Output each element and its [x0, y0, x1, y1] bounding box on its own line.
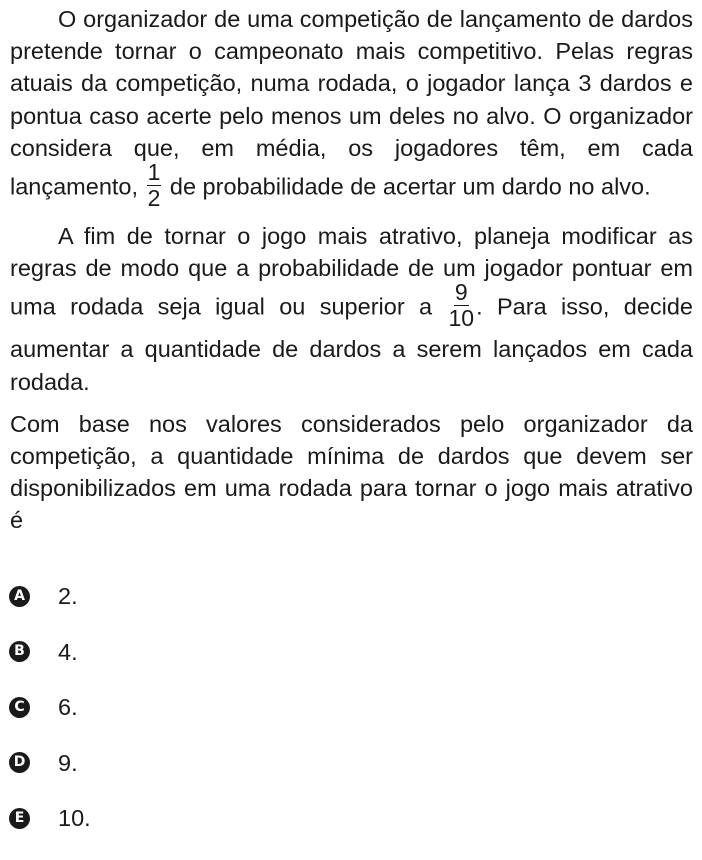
option-text: 9.	[58, 749, 78, 776]
fraction-denominator: 2	[147, 185, 161, 212]
option-a[interactable]	[9, 582, 309, 610]
fraction-denominator: 10	[448, 305, 475, 332]
paragraph-goal	[10, 220, 693, 398]
paragraph-context-text: O organizador de uma competição de lançamento de dardos pretende tornar o campeonato mais competitivo. Pelas regras atuais da competição, numa rodada, o jogador lança 3 dardos e pontua caso acerte pelo menos um deles no alvo. O organizador considera que, em média, os jogadores têm, em cada lançamento,	[10, 6, 693, 200]
option-letter-icon: C	[9, 697, 30, 718]
option-b[interactable]	[9, 638, 309, 666]
paragraph-context	[10, 3, 693, 213]
paragraph-goal-text: A fim de tornar o jogo mais atrativo, planeja modificar as regras de modo que a probabilidade de um jogador pontuar em uma rodada seja igual ou superior a	[10, 223, 693, 321]
option-c[interactable]	[9, 693, 309, 721]
option-e[interactable]	[9, 804, 309, 832]
option-text: 10.	[58, 805, 91, 831]
answer-options	[9, 582, 309, 860]
fraction-nine-tenths	[449, 281, 475, 330]
option-text: 4.	[58, 638, 78, 665]
question-body	[10, 3, 693, 537]
option-letter-icon: A	[9, 586, 30, 607]
fraction-numerator: 1	[147, 159, 161, 186]
fraction-one-half	[147, 161, 162, 210]
option-text: 2.	[58, 583, 78, 609]
paragraph-context-end: de probabilidade de acertar um dardo no alvo.	[169, 173, 651, 200]
option-letter-icon: B	[9, 641, 30, 662]
option-letter-icon: D	[9, 752, 30, 773]
option-d[interactable]	[9, 749, 309, 777]
paragraph-goal-end: . Para isso, decide aumentar a quantidade de dardos a serem lançados em cada rodada.	[10, 294, 694, 395]
question-prompt: Com base nos valores considerados pelo organizador da competição, a quantidade mínima de dardos que devem ser disponibilizados em uma rodada para tornar o jogo mais atrativo é	[10, 410, 693, 534]
fraction-numerator: 9	[454, 279, 468, 306]
option-letter-icon: E	[9, 808, 30, 829]
option-text: 6.	[58, 694, 78, 720]
